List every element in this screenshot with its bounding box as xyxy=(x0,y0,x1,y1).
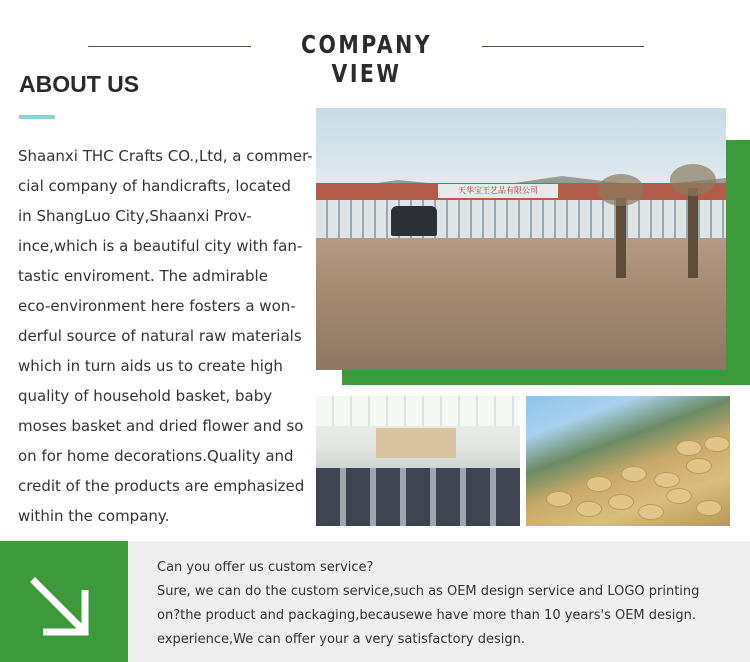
office-wall xyxy=(376,428,456,458)
about-line: within the company. xyxy=(18,507,170,525)
about-line: credit of the products are emphasized xyxy=(18,477,305,495)
arrow-down-right-icon xyxy=(29,576,91,638)
photo-building xyxy=(316,200,726,238)
basket xyxy=(676,440,702,456)
about-line: ince,which is a beautiful city with fan- xyxy=(18,237,303,255)
header-divider-left xyxy=(88,46,251,47)
basket xyxy=(704,436,730,452)
faq-text xyxy=(157,556,717,652)
header-divider-right xyxy=(482,46,644,47)
factory-photo xyxy=(316,108,726,370)
basket xyxy=(546,491,572,507)
basket xyxy=(696,500,722,516)
faq-answer-line: Sure, we can do the custom service,such as OEM design service and LOGO printing xyxy=(157,584,700,599)
about-text xyxy=(18,141,313,531)
faq-question: Can you offer us custom service? xyxy=(157,560,374,575)
basket xyxy=(586,476,612,492)
factory-sign: 天华宝王艺品有限公司 xyxy=(438,184,558,198)
basket xyxy=(608,494,634,510)
about-line: on for home decorations.Quality and xyxy=(18,447,294,465)
about-line: which in turn aids us to create high xyxy=(18,357,283,375)
about-line: tastic enviroment. The admirable xyxy=(18,267,268,285)
basket xyxy=(686,458,712,474)
office-desks xyxy=(316,468,520,526)
about-line: eco-environment here fosters a won- xyxy=(18,297,296,315)
about-line: derful source of natural raw materials xyxy=(18,327,302,345)
photo-tree xyxy=(616,198,626,278)
section-title: COMPANY VIEW xyxy=(300,30,433,88)
basket xyxy=(621,466,647,482)
photo-van xyxy=(391,206,437,236)
about-line: quality of household basket, baby xyxy=(18,387,273,405)
basket-yard-photo xyxy=(526,396,730,526)
office-ceiling xyxy=(316,396,520,426)
basket xyxy=(638,504,664,520)
faq-answer-line: on?the product and packaging,becausewe have more than 10 years's OEM design. xyxy=(157,608,697,623)
about-title: ABOUT US xyxy=(19,71,140,97)
photo-tree xyxy=(688,188,698,278)
about-line: Shaanxi THC Crafts CO.,Ltd, a commer- xyxy=(18,147,313,165)
about-line: in ShangLuo City,Shaanxi Prov- xyxy=(18,207,252,225)
about-line: cial company of handicrafts, located xyxy=(18,177,291,195)
office-photo xyxy=(316,396,520,526)
basket xyxy=(654,472,680,488)
about-line: moses basket and dried flower and so xyxy=(18,417,304,435)
basket xyxy=(666,488,692,504)
faq-answer-line: experience,We can offer your a very satisfactory design. xyxy=(157,632,525,647)
about-accent-bar xyxy=(19,115,55,119)
basket xyxy=(576,501,602,517)
